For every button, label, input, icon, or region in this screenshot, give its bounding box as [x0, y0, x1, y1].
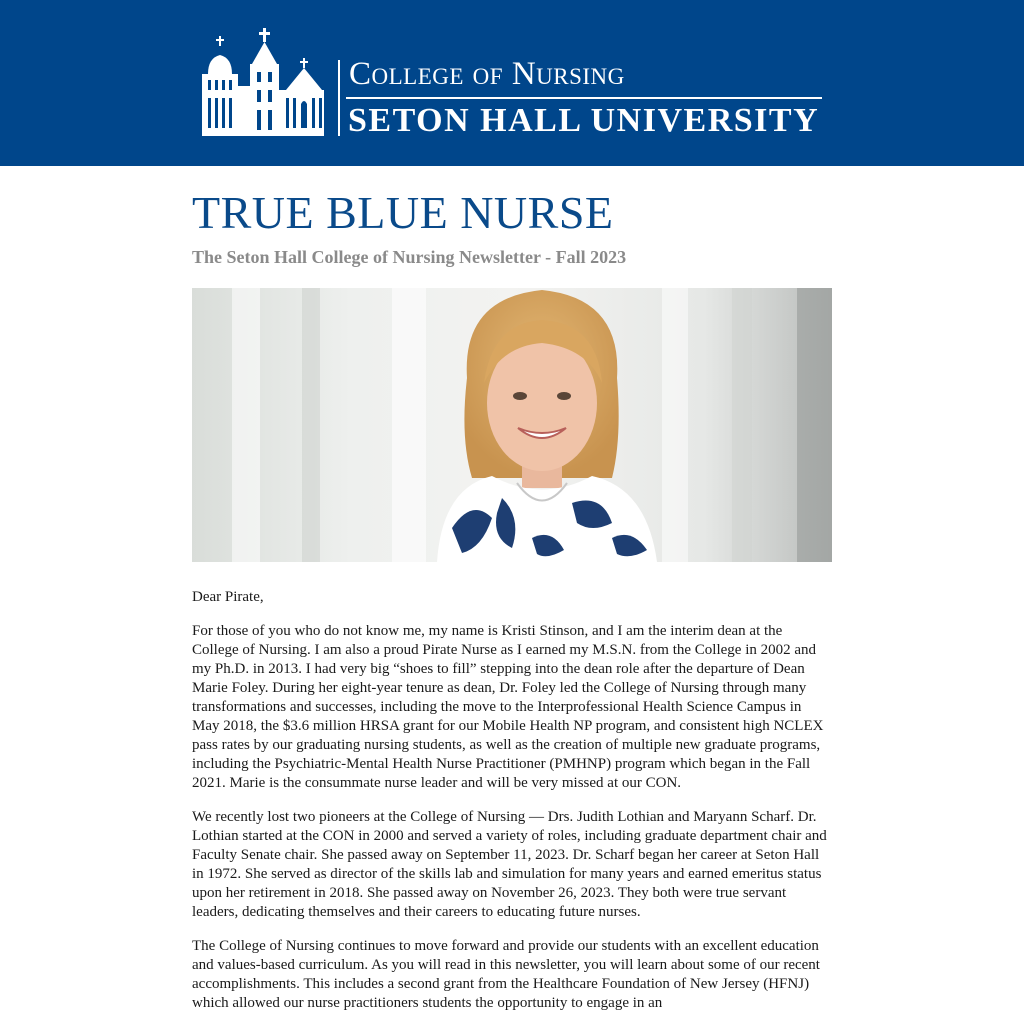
letter-salutation: Dear Pirate, — [192, 589, 264, 605]
logo-divider — [338, 60, 340, 136]
logo-university-name: SETON HALL UNIVERSITY — [348, 102, 820, 139]
letter-body — [192, 588, 832, 1013]
college-logo[interactable] — [200, 28, 825, 140]
logo-college-name: College of Nursing — [349, 56, 625, 92]
newsletter-subtitle: The Seton Hall College of Nursing Newsletter - Fall 2023 — [192, 247, 627, 267]
newsletter-content — [192, 166, 832, 1028]
university-buildings-icon — [200, 28, 328, 138]
header-banner — [0, 0, 1024, 166]
letter-paragraph: We recently lost two pioneers at the College of Nursing — Drs. Judith Lothian and Maryann Scharf. Dr. Lothian started at the CON in 2000 and served a variety of roles, including graduate department chair and Faculty Senate chair. She passed away on September 11, 2023. Dr. Scharf began her career at Seton Hall in 1972. She served as director of the skills lab and simulation for many years and earned emeritus status upon her retirement in 2018. She passed away on November 26, 2023. They both were true servant leaders, dedicating themselves and their careers to educating future nurses. — [192, 809, 827, 920]
letter-paragraph: For those of you who do not know me, my name is Kristi Stinson, and I am the interim dean at the College of Nursing. I am also a proud Pirate Nurse as I earned my M.S.N. from the College in 2002 and my Ph.D. in 2013. I had very big “shoes to fill” stepping into the dean role after the departure of Dean Marie Foley. During her eight-year tenure as dean, Dr. Foley led the College of Nursing through many transformations and successes, including the move to the Interprofessional Health Science Campus in May 2018, the $3.6 million HRSA grant for our Mobile Health NP program, and consistent high NCLEX pass rates by our graduating nursing students, as well as the creation of multiple new graduate programs, including the Psychiatric-Mental Health Nurse Practitioner (PMHNP) program which began in the Fall 2021. Marie is the consummate nurse leader and will be very missed at our CON. — [192, 623, 824, 791]
letter-paragraph: The College of Nursing continues to move forward and provide our students with an excellent education and values-based curriculum. As you will read in this newsletter, you will learn about some of our recent accomplishments. This includes a second grant from the Healthcare Foundation of New Jersey (HFNJ) which allowed our nurse practitioners students the opportunity to engage in an — [192, 938, 820, 1011]
dean-portrait-photo — [192, 288, 832, 562]
newsletter-title: TRUE BLUE NURSE — [192, 187, 614, 238]
logo-rule — [346, 97, 822, 99]
